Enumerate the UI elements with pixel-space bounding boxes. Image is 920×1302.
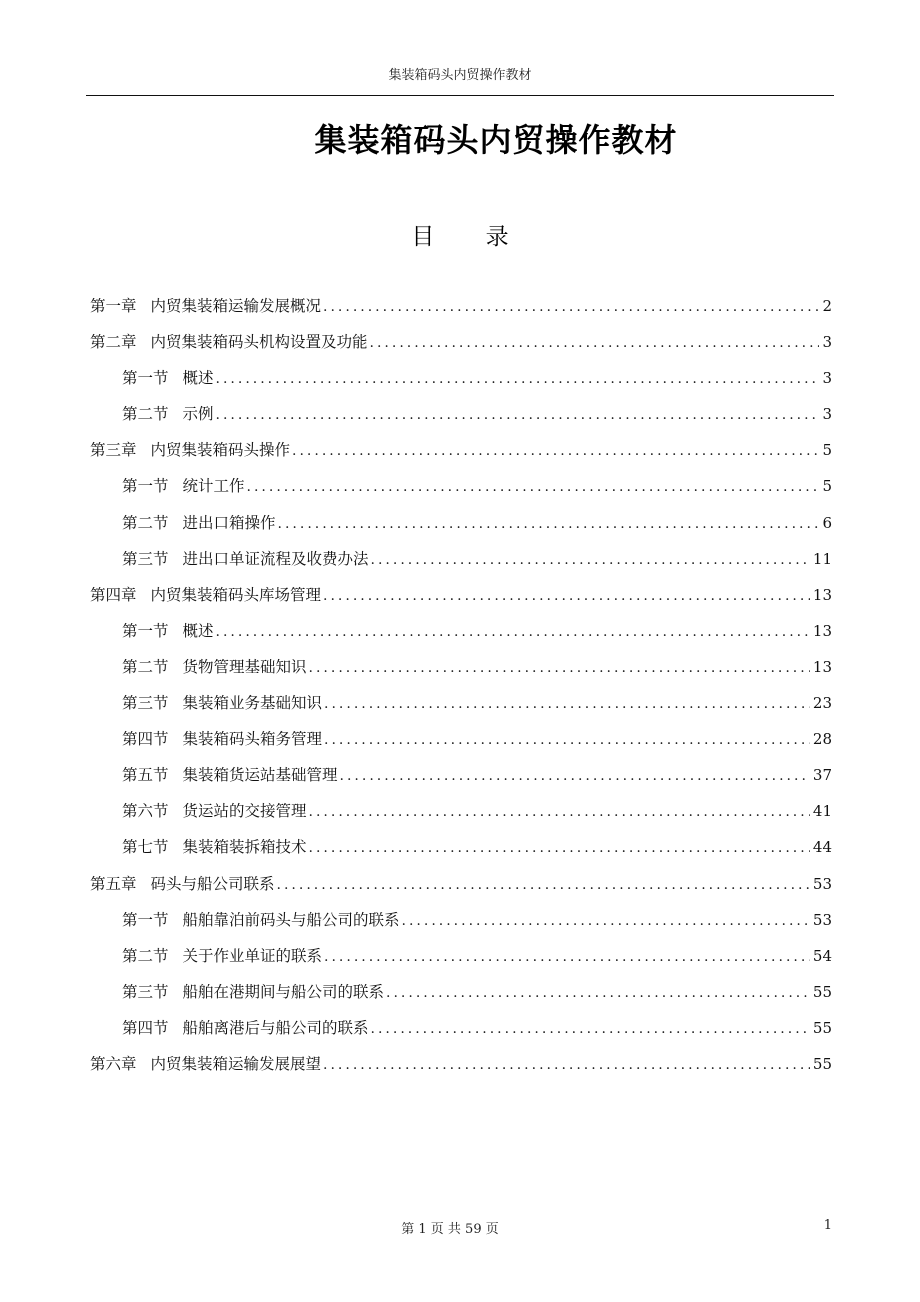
toc-entry[interactable] [90, 432, 832, 468]
toc-entry[interactable] [90, 613, 832, 649]
toc-leader-dots [402, 903, 810, 939]
toc-entry[interactable] [90, 324, 832, 360]
toc-entry-title: 关于作业单证的联系 [182, 946, 323, 965]
toc-entry[interactable] [90, 468, 832, 504]
toc-entry-page: 53 [812, 910, 832, 929]
toc-entry-title: 内贸集装箱运输发展概况 [150, 297, 322, 315]
header-rule [86, 95, 834, 96]
toc-leader-dots [309, 830, 810, 866]
toc-entry-number: 第三节 [122, 549, 169, 568]
toc-entry-number: 第六章 [90, 1054, 137, 1073]
toc-entry-page: 11 [812, 549, 832, 568]
toc-entry-title: 货运站的交接管理 [182, 802, 307, 821]
table-of-contents [90, 288, 832, 1082]
toc-entry[interactable] [90, 541, 832, 577]
toc-entry[interactable] [90, 757, 832, 793]
toc-entry-title: 概述 [182, 621, 214, 640]
footer-page-number: 1 [823, 1218, 832, 1233]
toc-entry-number: 第二节 [122, 513, 169, 532]
toc-entry-page: 37 [812, 766, 832, 785]
toc-entry-title: 内贸集装箱码头机构设置及功能 [150, 333, 368, 352]
toc-entry-title: 集装箱货运站基础管理 [182, 766, 338, 785]
toc-entry-page: 55 [812, 1054, 832, 1073]
toc-entry-number: 第六节 [122, 802, 169, 821]
toc-leader-dots [216, 397, 820, 433]
toc-entry-number: 第三章 [90, 441, 137, 460]
toc-leader-dots [324, 939, 810, 975]
toc-leader-dots [309, 794, 810, 830]
toc-entry-number: 第五节 [122, 766, 169, 785]
toc-entry-number: 第五章 [90, 874, 137, 893]
toc-leader-dots [323, 1047, 810, 1083]
toc-entry-page: 3 [822, 405, 832, 424]
toc-leader-dots [278, 506, 820, 542]
toc-entry-title: 集装箱码头箱务管理 [182, 730, 323, 749]
toc-entry[interactable] [90, 396, 832, 432]
toc-entry-page: 5 [822, 477, 832, 496]
toc-leader-dots [309, 650, 810, 686]
toc-entry-page: 3 [822, 333, 832, 352]
toc-entry[interactable] [90, 793, 832, 829]
toc-entry-number: 第一节 [122, 369, 169, 388]
toc-leader-dots [247, 469, 820, 505]
toc-entry-title: 船舶离港后与船公司的联系 [182, 1018, 369, 1037]
toc-entry-page: 23 [812, 694, 832, 713]
toc-entry-page: 13 [812, 621, 832, 640]
toc-entry-page: 2 [822, 297, 832, 315]
toc-entry[interactable] [90, 1010, 832, 1046]
toc-entry-number: 第二节 [122, 946, 169, 965]
toc-leader-dots [371, 1011, 810, 1047]
toc-entry-page: 54 [812, 946, 832, 965]
toc-leader-dots [386, 975, 810, 1011]
toc-leader-dots [277, 867, 810, 903]
toc-entry-number: 第二节 [122, 405, 169, 424]
toc-entry-number: 第一节 [122, 910, 169, 929]
toc-entry[interactable] [90, 685, 832, 721]
toc-entry-title: 概述 [182, 369, 214, 388]
toc-leader-dots [216, 614, 810, 650]
toc-entry-title: 码头与船公司联系 [150, 874, 275, 893]
toc-entry-title: 进出口箱操作 [182, 513, 276, 532]
toc-leader-dots [324, 686, 810, 722]
toc-entry-number: 第三节 [122, 694, 169, 713]
toc-entry-number: 第四节 [122, 1018, 169, 1037]
toc-entry-page: 28 [812, 730, 832, 749]
toc-entry[interactable] [90, 829, 832, 865]
toc-entry[interactable] [90, 577, 832, 613]
toc-entry[interactable] [90, 360, 832, 396]
footer-page-label: 第 1 页 共 59 页 [401, 1222, 499, 1237]
toc-leader-dots [323, 578, 810, 614]
toc-entry[interactable] [90, 974, 832, 1010]
toc-entry-number: 第一节 [122, 477, 169, 496]
toc-entry[interactable] [90, 721, 832, 757]
toc-leader-dots [340, 758, 810, 794]
toc-entry-page: 55 [812, 1018, 832, 1037]
toc-entry-title: 示例 [182, 405, 214, 424]
toc-entry-title: 船舶靠泊前码头与船公司的联系 [182, 910, 400, 929]
toc-leader-dots [216, 361, 820, 397]
toc-entry-page: 41 [812, 802, 832, 821]
toc-entry-page: 5 [822, 441, 832, 460]
toc-entry-title: 统计工作 [182, 477, 245, 496]
toc-entry-number: 第一章 [90, 297, 137, 315]
toc-entry-title: 内贸集装箱码头操作 [150, 441, 291, 460]
toc-entry-title: 集装箱装拆箱技术 [182, 838, 307, 857]
toc-entry-number: 第四章 [90, 585, 137, 604]
toc-entry-page: 44 [812, 838, 832, 857]
toc-entry-number: 第一节 [122, 621, 169, 640]
toc-entry[interactable] [90, 902, 832, 938]
toc-entry-page: 55 [812, 982, 832, 1001]
running-header: 集装箱码头内贸操作教材 [388, 68, 532, 83]
toc-leader-dots [323, 289, 819, 325]
toc-entry-title: 内贸集装箱码头库场管理 [150, 585, 322, 604]
toc-entry[interactable] [90, 288, 832, 324]
toc-entry-page: 53 [812, 874, 832, 893]
toc-entry-title: 货物管理基础知识 [182, 657, 307, 676]
toc-entry-number: 第二节 [122, 657, 169, 676]
toc-leader-dots [292, 433, 819, 469]
toc-entry-number: 第四节 [122, 730, 169, 749]
toc-entry-page: 3 [822, 369, 832, 388]
toc-leader-dots [371, 542, 810, 578]
toc-entry-page: 13 [812, 657, 832, 676]
toc-entry[interactable] [90, 505, 832, 541]
toc-entry-number: 第二章 [90, 333, 137, 352]
toc-entry-page: 6 [822, 513, 832, 532]
toc-entry[interactable] [90, 866, 832, 902]
toc-entry-number: 第三节 [122, 982, 169, 1001]
toc-leader-dots [324, 722, 810, 758]
toc-heading: 目 录 [411, 224, 531, 250]
toc-entry-title: 集装箱业务基础知识 [182, 694, 323, 713]
toc-entry-page: 13 [812, 585, 832, 604]
toc-entry[interactable] [90, 1046, 832, 1082]
toc-entry-title: 内贸集装箱运输发展展望 [150, 1054, 322, 1073]
toc-leader-dots [370, 325, 820, 361]
document-title: 集装箱码头内贸操作教材 [314, 121, 678, 159]
toc-entry-title: 船舶在港期间与船公司的联系 [182, 982, 385, 1001]
toc-entry[interactable] [90, 649, 832, 685]
toc-entry-number: 第七节 [122, 838, 169, 857]
toc-entry[interactable] [90, 938, 832, 974]
toc-entry-title: 进出口单证流程及收费办法 [182, 549, 369, 568]
